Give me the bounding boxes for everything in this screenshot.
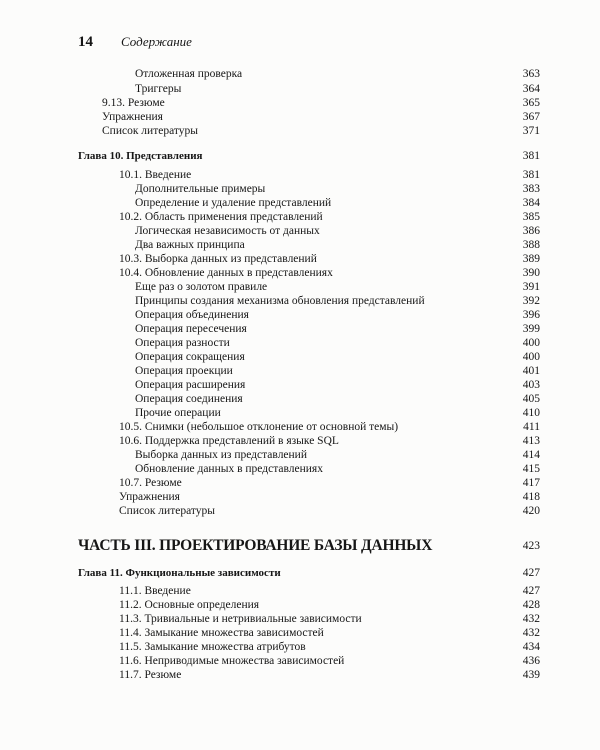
toc-entry-title: 11.5. Замыкание множества атрибутов bbox=[119, 641, 306, 653]
toc-entry-page: 418 bbox=[522, 491, 540, 503]
toc-entry bbox=[0, 490, 600, 505]
toc-entry-page: 383 bbox=[522, 183, 540, 195]
toc-entry-title: 9.13. Резюме bbox=[102, 97, 165, 109]
toc-entry-page: 432 bbox=[522, 613, 540, 625]
toc-entry-title: Список литературы bbox=[119, 505, 215, 517]
toc-entry-title: Операция расширения bbox=[135, 379, 246, 391]
toc-entry-page: 405 bbox=[522, 393, 540, 405]
toc-entry-page: 415 bbox=[522, 463, 540, 475]
chapter-heading bbox=[0, 149, 600, 164]
toc-entry bbox=[0, 584, 600, 599]
toc-entry-title: Прочие операции bbox=[135, 407, 221, 419]
toc-entry-page: 400 bbox=[522, 337, 540, 349]
toc-entry-page: 371 bbox=[522, 125, 540, 137]
toc-entry bbox=[0, 210, 600, 225]
toc-entry bbox=[0, 168, 600, 183]
toc-entry-page: 401 bbox=[522, 365, 540, 377]
toc-entry bbox=[0, 420, 600, 435]
toc-entry bbox=[0, 504, 600, 519]
toc-entry-page: 392 bbox=[522, 295, 540, 307]
toc-entry bbox=[0, 67, 600, 82]
chapter-page: 381 bbox=[522, 150, 540, 162]
toc-entry-title: Упражнения bbox=[119, 491, 180, 503]
toc-entry-page: 365 bbox=[522, 97, 540, 109]
toc-entry bbox=[0, 252, 600, 267]
toc-entry-title: Операция проекции bbox=[135, 365, 233, 377]
toc-entry bbox=[0, 476, 600, 491]
toc-entry-page: 364 bbox=[522, 83, 540, 95]
toc-entry bbox=[0, 434, 600, 449]
toc-entry-title: 10.1. Введение bbox=[119, 169, 192, 181]
toc-entry bbox=[0, 350, 600, 365]
toc-entry-page: 389 bbox=[522, 253, 540, 265]
toc-entry-title: 10.5. Снимки (небольшое отклонение от основной темы) bbox=[119, 421, 399, 433]
toc-entry bbox=[0, 654, 600, 669]
toc-entry-page: 436 bbox=[522, 655, 540, 667]
toc-entry bbox=[0, 392, 600, 407]
toc-entry-title: 11.2. Основные определения bbox=[119, 599, 260, 611]
toc-entry-page: 390 bbox=[522, 267, 540, 279]
running-head: Содержание bbox=[121, 34, 192, 49]
toc-entry-title: Выборка данных из представлений bbox=[135, 449, 307, 461]
toc-entry-title: Операция объединения bbox=[135, 309, 249, 321]
toc-entry-page: 411 bbox=[523, 421, 540, 433]
toc-entry-page: 417 bbox=[522, 477, 540, 489]
toc-entry bbox=[0, 336, 600, 351]
toc-entry bbox=[0, 182, 600, 197]
toc-entry-title: Триггеры bbox=[135, 83, 182, 95]
chapter-heading bbox=[0, 566, 600, 581]
toc-entry-title: Отложенная проверка bbox=[135, 68, 243, 80]
page-number: 14 bbox=[78, 34, 93, 50]
toc-entry-title: 10.3. Выборка данных из представлений bbox=[119, 253, 317, 265]
toc-entry bbox=[0, 640, 600, 655]
toc-entry-title: 10.6. Поддержка представлений в языке SQL bbox=[119, 435, 339, 447]
toc-entry-title: 11.6. Неприводимые множества зависимостей bbox=[119, 655, 345, 667]
toc-entry bbox=[0, 598, 600, 613]
toc-entry bbox=[0, 448, 600, 463]
toc-entry-page: 414 bbox=[522, 449, 540, 461]
toc-entry bbox=[0, 294, 600, 309]
toc-entry bbox=[0, 364, 600, 379]
toc-entry bbox=[0, 96, 600, 111]
toc-entry bbox=[0, 280, 600, 295]
toc-entry-title: Определение и удаление представлений bbox=[135, 197, 332, 209]
toc-entry-page: 363 bbox=[522, 68, 540, 80]
toc-entry bbox=[0, 668, 600, 683]
toc-entry bbox=[0, 308, 600, 323]
chapter-title: Глава 11. Функциональные зависимости bbox=[78, 567, 281, 579]
toc-entry-page: 427 bbox=[522, 585, 540, 597]
toc-entry-page: 420 bbox=[522, 505, 540, 517]
toc-entry-page: 432 bbox=[522, 627, 540, 639]
toc-entry bbox=[0, 322, 600, 337]
toc-entry-title: Обновление данных в представлениях bbox=[135, 463, 323, 475]
toc-entry-page: 391 bbox=[522, 281, 540, 293]
toc-entry-title: Принципы создания механизма обновления представлений bbox=[135, 295, 425, 307]
toc-entry-page: 381 bbox=[522, 169, 540, 181]
part-title: ЧАСТЬ III. ПРОЕКТИРОВАНИЕ БАЗЫ ДАННЫХ bbox=[78, 537, 433, 554]
toc-entry-page: 400 bbox=[522, 351, 540, 363]
chapter-title: Глава 10. Представления bbox=[78, 150, 203, 162]
toc-entry-page: 434 bbox=[522, 641, 540, 653]
toc-entry-page: 384 bbox=[522, 197, 540, 209]
chapter-page: 427 bbox=[522, 567, 540, 579]
toc-entry-title: 10.7. Резюме bbox=[119, 477, 182, 489]
toc-entry bbox=[0, 238, 600, 253]
toc-entry bbox=[0, 110, 600, 125]
toc-entry-title: 11.3. Тривиальные и нетривиальные зависимости bbox=[119, 613, 362, 625]
toc-entry-page: 367 bbox=[522, 111, 540, 123]
toc-entry-page: 388 bbox=[522, 239, 540, 251]
toc-entry-page: 413 bbox=[522, 435, 540, 447]
toc-entry bbox=[0, 406, 600, 421]
part-page: 423 bbox=[522, 540, 540, 552]
toc-entry-page: 428 bbox=[522, 599, 540, 611]
toc-entry-title: Операция пересечения bbox=[135, 323, 247, 335]
toc-entry-title: Логическая независимость от данных bbox=[135, 225, 320, 237]
toc-entry-title: Два важных принципа bbox=[135, 239, 245, 251]
toc-entry bbox=[0, 82, 600, 97]
toc-entry-title: 11.7. Резюме bbox=[119, 669, 182, 681]
toc-entry-page: 396 bbox=[522, 309, 540, 321]
toc-entry-page: 386 bbox=[522, 225, 540, 237]
toc-entry-title: 10.2. Область применения представлений bbox=[119, 211, 323, 223]
toc-entry-page: 385 bbox=[522, 211, 540, 223]
toc-entry-page: 403 bbox=[522, 379, 540, 391]
toc-entry bbox=[0, 462, 600, 477]
toc-entry bbox=[0, 378, 600, 393]
toc-entry bbox=[0, 612, 600, 627]
toc-entry-title: 11.1. Введение bbox=[119, 585, 191, 597]
toc-entry-title: Операция сокращения bbox=[135, 351, 245, 363]
toc-entry-title: Еще раз о золотом правиле bbox=[135, 281, 268, 293]
toc-entry bbox=[0, 124, 600, 139]
toc-entry-title: Список литературы bbox=[102, 125, 198, 137]
toc-entry-title: Упражнения bbox=[102, 111, 163, 123]
toc-entry bbox=[0, 626, 600, 641]
toc-entry bbox=[0, 224, 600, 239]
part-heading bbox=[0, 536, 600, 556]
toc-entry bbox=[0, 196, 600, 211]
toc-entry-page: 439 bbox=[522, 669, 540, 681]
toc-entry-title: Операция разности bbox=[135, 337, 230, 349]
toc-entry bbox=[0, 266, 600, 281]
toc-entry-title: 11.4. Замыкание множества зависимостей bbox=[119, 627, 324, 639]
toc-entry-page: 410 bbox=[522, 407, 540, 419]
toc-entry-title: Дополнительные примеры bbox=[135, 183, 266, 195]
toc-entry-page: 399 bbox=[522, 323, 540, 335]
toc-entry-title: Операция соединения bbox=[135, 393, 243, 405]
toc-entry-title: 10.4. Обновление данных в представлениях bbox=[119, 267, 333, 279]
